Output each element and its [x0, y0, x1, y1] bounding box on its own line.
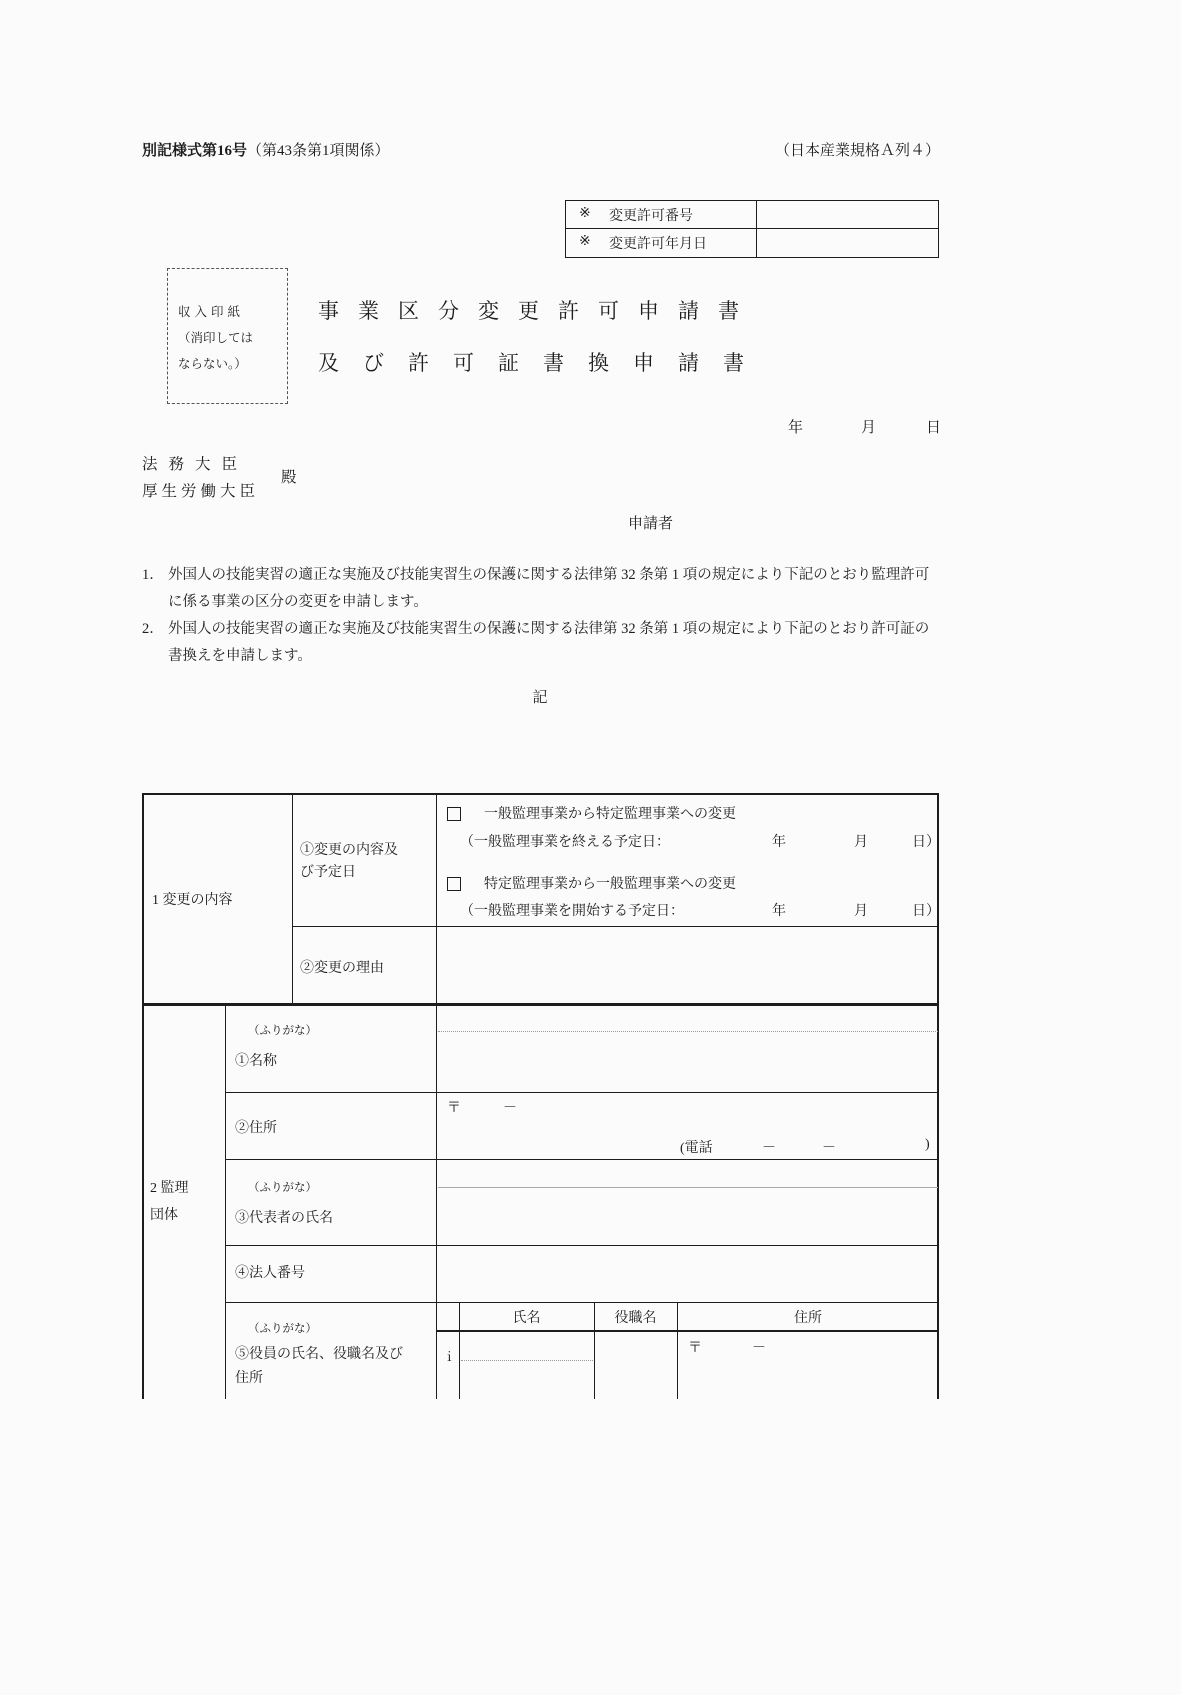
furigana-line — [438, 1187, 938, 1188]
grid-line — [225, 1006, 226, 1399]
option2-checkbox[interactable] — [447, 877, 461, 891]
stamp-box-line2: （消印しては — [178, 331, 254, 345]
permit-reference-table — [565, 200, 939, 258]
stamp-box-line3: ならない。） — [178, 357, 247, 371]
option2-text: 特定監理事業から一般監理事業への変更 — [484, 877, 736, 892]
officers-col-title: 役職名 — [614, 1311, 657, 1326]
ref-row-2-mark: ※ — [579, 234, 591, 249]
record-mark: 記 — [532, 690, 548, 706]
section2-row-label-line2: 団体 — [150, 1208, 178, 1223]
section1-item1-label: ①変更の内容及び予定日 — [300, 843, 398, 880]
ref-row-1-mark: ※ — [579, 206, 591, 221]
addressee-minister-health-labour: 厚生労働大臣 — [142, 483, 260, 500]
stamp-box-line1: 収入印紙 — [178, 305, 245, 319]
option1-checkbox[interactable] — [447, 807, 461, 821]
grid-line — [142, 1003, 939, 1006]
form-number-bold: 別記様式第16号 — [142, 143, 248, 159]
grid-line — [225, 1092, 939, 1093]
grid-line — [292, 793, 293, 1003]
statement-1-number: 1． — [142, 567, 164, 583]
address-label: ②住所 — [235, 1121, 277, 1136]
statement-1 — [142, 562, 940, 616]
postal-mark: 〒 — [447, 1101, 461, 1116]
grid-line — [566, 228, 938, 229]
grid-line — [436, 1330, 939, 1332]
phone-close: ) — [925, 1137, 930, 1152]
date-month-label: 月 — [861, 420, 877, 436]
applicant-label: 申請者 — [628, 516, 674, 532]
option2-day-label: 日） — [912, 904, 940, 919]
option2-sub: （一般監理事業を開始する予定日： — [460, 904, 684, 919]
option2-year-label: 年 — [772, 904, 786, 919]
statement-2-number: 2． — [142, 621, 164, 637]
ref-row-2-label: 変更許可年月日 — [609, 237, 707, 252]
form-number — [142, 139, 390, 160]
phone-open: (電話 — [680, 1141, 713, 1156]
furigana-line — [461, 1360, 593, 1361]
addressee-minister-justice: 法務大臣 — [142, 456, 249, 473]
officers-row-index: ｉ — [443, 1350, 456, 1364]
representative-label: ③代表者の氏名 — [235, 1211, 333, 1226]
paper-standard: （日本産業規格Ａ列４） — [775, 143, 941, 159]
officer-postal-dash: － — [752, 1341, 766, 1356]
officer-postal-mark: 〒 — [688, 1341, 702, 1356]
option1-month-label: 月 — [854, 835, 868, 850]
revenue-stamp-box — [167, 268, 288, 404]
document-title-line1: 事業区分変更許可申請書 — [318, 299, 758, 323]
grid-line — [225, 1302, 939, 1303]
phone-dash2: － — [822, 1141, 836, 1156]
form-number-note: （第43条第1項関係） — [247, 143, 390, 159]
grid-line — [142, 793, 144, 1399]
grid-line — [225, 1245, 939, 1246]
application-statements — [142, 562, 940, 670]
option1-year-label: 年 — [772, 835, 786, 850]
officers-col-name: 氏名 — [512, 1311, 541, 1326]
addressee-honorific: 殿 — [281, 469, 297, 486]
date-year-label: 年 — [788, 420, 804, 436]
grid-line — [436, 793, 437, 1399]
grid-line — [756, 201, 757, 257]
grid-line — [225, 1159, 939, 1160]
statement-1-text: 外国人の技能実習の適正な実施及び技能実習生の保護に関する法律第 32 条第 1 項の規定により下記のとおり監理許可に係る事業の区分の変更を申請します。 — [168, 567, 930, 610]
section1-item2-label: ②変更の理由 — [300, 961, 384, 976]
corporate-number-label: ④法人番号 — [235, 1266, 305, 1281]
ref-row-1-label: 変更許可番号 — [609, 209, 693, 224]
option2-month-label: 月 — [854, 904, 868, 919]
document-title-line2: 及び許可証書換申請書 — [318, 351, 768, 375]
representative-furigana-label: （ふりがな） — [248, 1182, 317, 1194]
postal-dash: － — [503, 1101, 517, 1116]
officers-label: ⑤役員の氏名、役職名及び住所 — [235, 1347, 403, 1386]
date-day-label: 日 — [926, 420, 942, 436]
option1-text: 一般監理事業から特定監理事業への変更 — [484, 807, 736, 822]
change-reason-field — [437, 927, 937, 1002]
option1-sub: （一般監理事業を終える予定日： — [460, 835, 670, 850]
section2-row-label-line1: 2 監理 — [150, 1181, 189, 1196]
option1-day-label: 日） — [912, 835, 940, 850]
name-label: ①名称 — [235, 1054, 277, 1069]
section1-row-label: 1 変更の内容 — [152, 893, 233, 908]
grid-line — [142, 793, 939, 795]
officers-col-address: 住所 — [794, 1311, 822, 1326]
statement-2 — [142, 616, 940, 670]
furigana-line — [438, 1031, 938, 1032]
phone-dash1: － — [762, 1141, 776, 1156]
officers-furigana-label: （ふりがな） — [248, 1323, 317, 1335]
name-furigana-label: （ふりがな） — [248, 1025, 317, 1037]
statement-2-text: 外国人の技能実習の適正な実施及び技能実習生の保護に関する法律第 32 条第 1 項の規定により下記のとおり許可証の書換えを申請します。 — [168, 621, 930, 664]
